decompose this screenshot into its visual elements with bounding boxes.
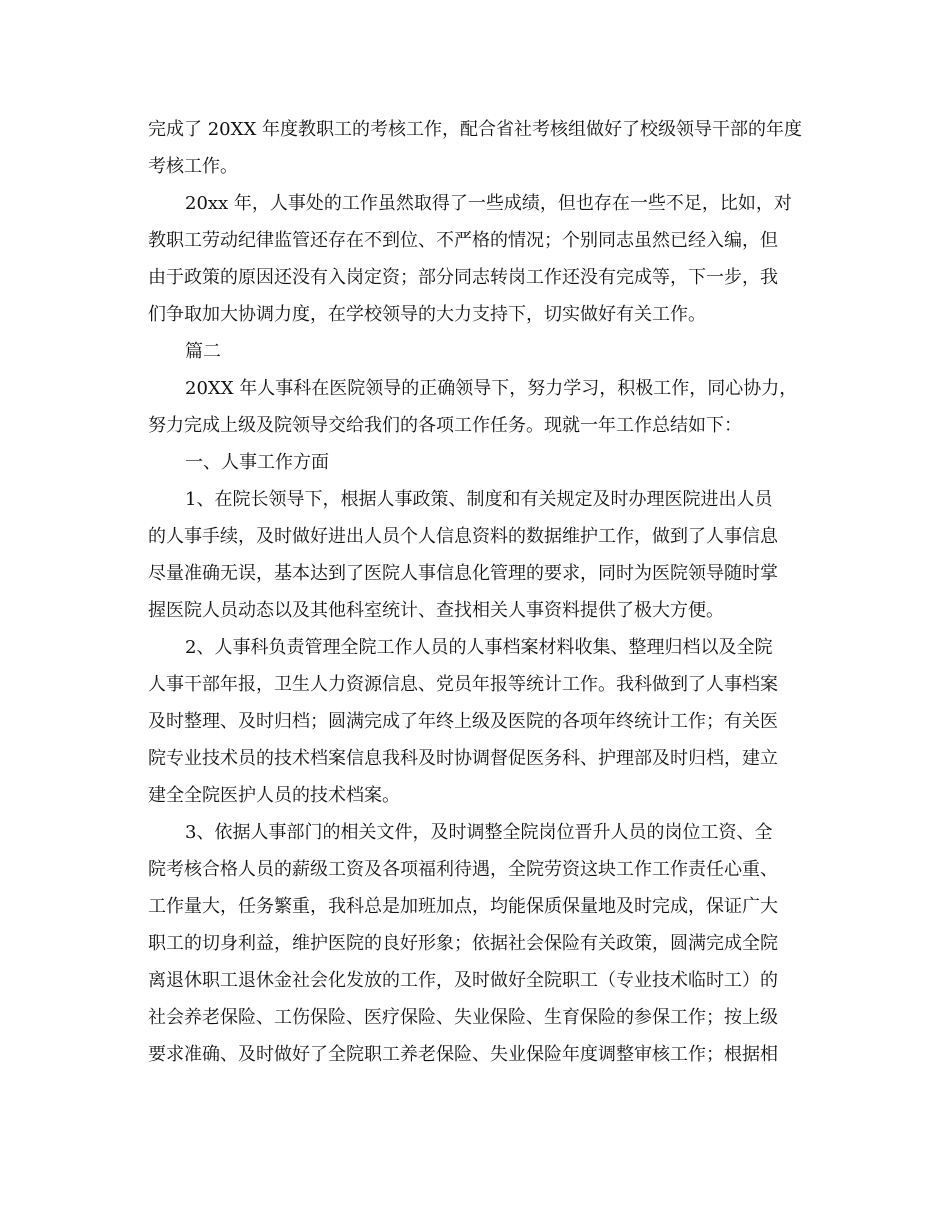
paragraph-start: 20XX 年人事科在医院领导的正确领导下，努力学习，积极工作，同心协力，	[185, 378, 798, 399]
text-line: 社会养老保险、工伤保险、医疗保险、失业保险、生育保险的参保工作；按上级	[148, 1007, 778, 1028]
text-line: 院考核合格人员的薪级工资及各项福利待遇，全院劳资这块工作工作责任心重、	[148, 859, 778, 880]
text-line: 建全全院医护人员的技术档案。	[148, 785, 400, 806]
document-body	[148, 117, 808, 1079]
text-line: 要求准确、及时做好了全院职工养老保险、失业保险年度调整审核工作；根据相	[148, 1044, 778, 1065]
text-line: 院专业技术员的技术档案信息我科及时协调督促医务科、护理部及时归档，建立	[148, 748, 778, 769]
text-line: 由于政策的原因还没有入岗定资；部分同志转岗工作还没有完成等，下一步，我	[148, 267, 778, 288]
text-line: 完成了 20XX 年度教职工的考核工作，配合省社考核组做好了校级领导干部的年度	[148, 119, 802, 140]
text-line: 握医院人员动态以及其他科室统计、查找相关人事资料提供了极大方便。	[148, 600, 724, 621]
text-line: 努力完成上级及院领导交给我们的各项工作任务。现就一年工作总结如下：	[148, 415, 742, 436]
text-line: 及时整理、及时归档；圆满完成了年终上级及医院的各项年终统计工作；有关医	[148, 711, 778, 732]
text-line: 离退休职工退休金社会化发放的工作，及时做好全院职工（专业技术临时工）的	[148, 970, 778, 991]
paragraph-start: 20xx 年，人事处的工作虽然取得了一些成绩，但也存在一些不足，比如，对	[185, 193, 792, 214]
text-line: 的人事手续，及时做好进出人员个人信息资料的数据维护工作，做到了人事信息	[148, 526, 778, 547]
text-line: 工作量大，任务繁重，我科总是加班加点，均能保质保量地及时完成，保证广大	[148, 896, 778, 917]
text-line: 人事干部年报，卫生人力资源信息、党员年报等统计工作。我科做到了人事档案	[148, 674, 778, 695]
subsection-heading: 一、人事工作方面	[185, 452, 329, 473]
paragraph-start: 2、人事科负责管理全院工作人员的人事档案材料收集、整理归档以及全院	[185, 637, 773, 658]
text-line: 们争取加大协调力度，在学校领导的大力支持下，切实做好有关工作。	[148, 304, 706, 325]
text-line: 职工的切身利益，维护医院的良好形象；依据社会保险有关政策，圆满完成全院	[148, 933, 778, 954]
text-line: 考核工作。	[148, 156, 238, 177]
text-line: 教职工劳动纪律监管还存在不到位、不严格的情况；个别同志虽然已经入编，但	[148, 230, 778, 251]
paragraph-start: 1、在院长领导下，根据人事政策、制度和有关规定及时办理医院进出人员	[185, 489, 773, 510]
text-line: 尽量准确无误，基本达到了医院人事信息化管理的要求，同时为医院领导随时掌	[148, 563, 778, 584]
paragraph-start: 3、依据人事部门的相关文件，及时调整全院岗位晋升人员的岗位工资、全	[185, 822, 773, 843]
section-heading: 篇二	[185, 341, 221, 362]
